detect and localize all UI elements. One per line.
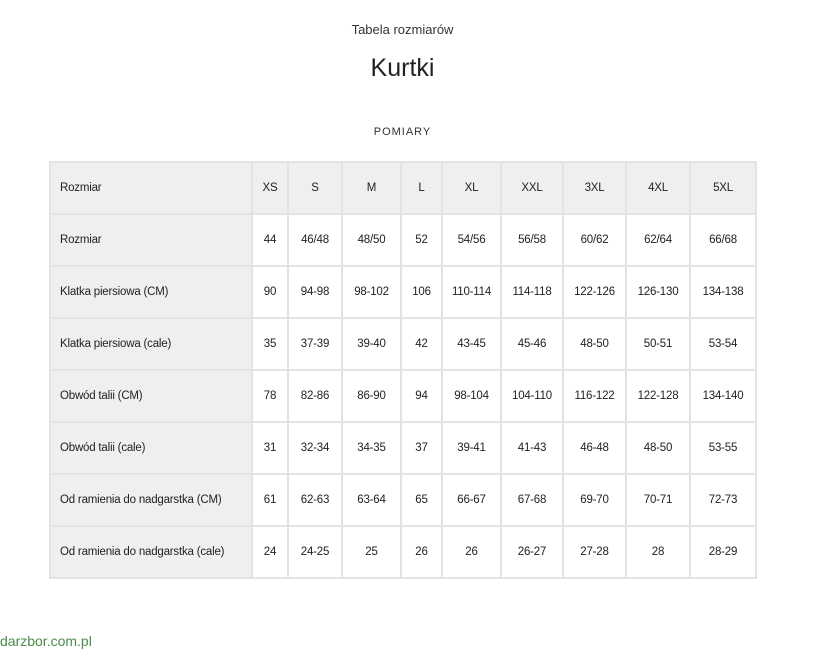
table-cell: 24-25 bbox=[288, 526, 342, 578]
column-header: XXL bbox=[501, 162, 563, 214]
table-cell: 26 bbox=[442, 526, 501, 578]
table-row bbox=[50, 526, 756, 578]
row-label: Klatka piersiowa (CM) bbox=[50, 266, 252, 318]
table-cell: 54/56 bbox=[442, 214, 501, 266]
table-cell: 34-35 bbox=[342, 422, 401, 474]
table-cell: 46/48 bbox=[288, 214, 342, 266]
table-cell: 48/50 bbox=[342, 214, 401, 266]
table-cell: 66/68 bbox=[690, 214, 756, 266]
table-cell: 82-86 bbox=[288, 370, 342, 422]
column-header: L bbox=[401, 162, 442, 214]
table-cell: 126-130 bbox=[626, 266, 690, 318]
table-row bbox=[50, 422, 756, 474]
table-cell: 39-40 bbox=[342, 318, 401, 370]
row-label: Obwód talii (CM) bbox=[50, 370, 252, 422]
table-cell: 63-64 bbox=[342, 474, 401, 526]
table-cell: 42 bbox=[401, 318, 442, 370]
table-cell: 94-98 bbox=[288, 266, 342, 318]
table-cell: 39-41 bbox=[442, 422, 501, 474]
table-cell: 43-45 bbox=[442, 318, 501, 370]
table-cell: 98-104 bbox=[442, 370, 501, 422]
table-cell: 32-34 bbox=[288, 422, 342, 474]
table-row bbox=[50, 474, 756, 526]
row-label: Rozmiar bbox=[50, 214, 252, 266]
watermark-text: darzbor.com.pl bbox=[0, 633, 92, 649]
table-cell: 62-63 bbox=[288, 474, 342, 526]
table-cell: 26 bbox=[401, 526, 442, 578]
table-cell: 48-50 bbox=[626, 422, 690, 474]
table-cell: 90 bbox=[252, 266, 288, 318]
table-cell: 46-48 bbox=[563, 422, 626, 474]
table-cell: 28 bbox=[626, 526, 690, 578]
table-cell: 56/58 bbox=[501, 214, 563, 266]
table-cell: 24 bbox=[252, 526, 288, 578]
table-cell: 69-70 bbox=[563, 474, 626, 526]
table-cell: 116-122 bbox=[563, 370, 626, 422]
table-cell: 26-27 bbox=[501, 526, 563, 578]
row-label: Klatka piersiowa (cale) bbox=[50, 318, 252, 370]
section-heading: POMIARY bbox=[373, 126, 432, 138]
size-chart-subtitle: Tabela rozmiarów bbox=[351, 22, 454, 37]
table-header-row bbox=[50, 162, 756, 214]
table-cell: 53-54 bbox=[690, 318, 756, 370]
column-header: 5XL bbox=[690, 162, 756, 214]
table-cell: 35 bbox=[252, 318, 288, 370]
table-cell: 37-39 bbox=[288, 318, 342, 370]
column-header: S bbox=[288, 162, 342, 214]
table-cell: 50-51 bbox=[626, 318, 690, 370]
table-cell: 60/62 bbox=[563, 214, 626, 266]
table-cell: 67-68 bbox=[501, 474, 563, 526]
table-cell: 106 bbox=[401, 266, 442, 318]
table-row bbox=[50, 318, 756, 370]
page-title: Kurtki bbox=[370, 54, 435, 82]
table-cell: 114-118 bbox=[501, 266, 563, 318]
row-label: Od ramienia do nadgarstka (cale) bbox=[50, 526, 252, 578]
table-cell: 65 bbox=[401, 474, 442, 526]
table-cell: 122-126 bbox=[563, 266, 626, 318]
table-cell: 70-71 bbox=[626, 474, 690, 526]
table-cell: 52 bbox=[401, 214, 442, 266]
table-cell: 94 bbox=[401, 370, 442, 422]
column-header: XS bbox=[252, 162, 288, 214]
table-row bbox=[50, 214, 756, 266]
table-cell: 104-110 bbox=[501, 370, 563, 422]
table-cell: 62/64 bbox=[626, 214, 690, 266]
column-header: M bbox=[342, 162, 401, 214]
table-cell: 134-138 bbox=[690, 266, 756, 318]
column-header: XL bbox=[442, 162, 501, 214]
table-cell: 37 bbox=[401, 422, 442, 474]
column-header: 4XL bbox=[626, 162, 690, 214]
table-cell: 48-50 bbox=[563, 318, 626, 370]
table-cell: 86-90 bbox=[342, 370, 401, 422]
table-cell: 122-128 bbox=[626, 370, 690, 422]
table-cell: 28-29 bbox=[690, 526, 756, 578]
table-cell: 27-28 bbox=[563, 526, 626, 578]
table-cell: 53-55 bbox=[690, 422, 756, 474]
size-table bbox=[49, 161, 757, 579]
row-label: Od ramienia do nadgarstka (CM) bbox=[50, 474, 252, 526]
table-cell: 41-43 bbox=[501, 422, 563, 474]
table-cell: 110-114 bbox=[442, 266, 501, 318]
table-cell: 44 bbox=[252, 214, 288, 266]
table-cell: 45-46 bbox=[501, 318, 563, 370]
table-cell: 72-73 bbox=[690, 474, 756, 526]
table-cell: 25 bbox=[342, 526, 401, 578]
table-cell: 134-140 bbox=[690, 370, 756, 422]
table-row bbox=[50, 370, 756, 422]
table-cell: 61 bbox=[252, 474, 288, 526]
header-label-cell: Rozmiar bbox=[50, 162, 252, 214]
row-label: Obwód talii (cale) bbox=[50, 422, 252, 474]
table-cell: 78 bbox=[252, 370, 288, 422]
column-header: 3XL bbox=[563, 162, 626, 214]
table-cell: 31 bbox=[252, 422, 288, 474]
table-row bbox=[50, 266, 756, 318]
table-cell: 98-102 bbox=[342, 266, 401, 318]
table-cell: 66-67 bbox=[442, 474, 501, 526]
